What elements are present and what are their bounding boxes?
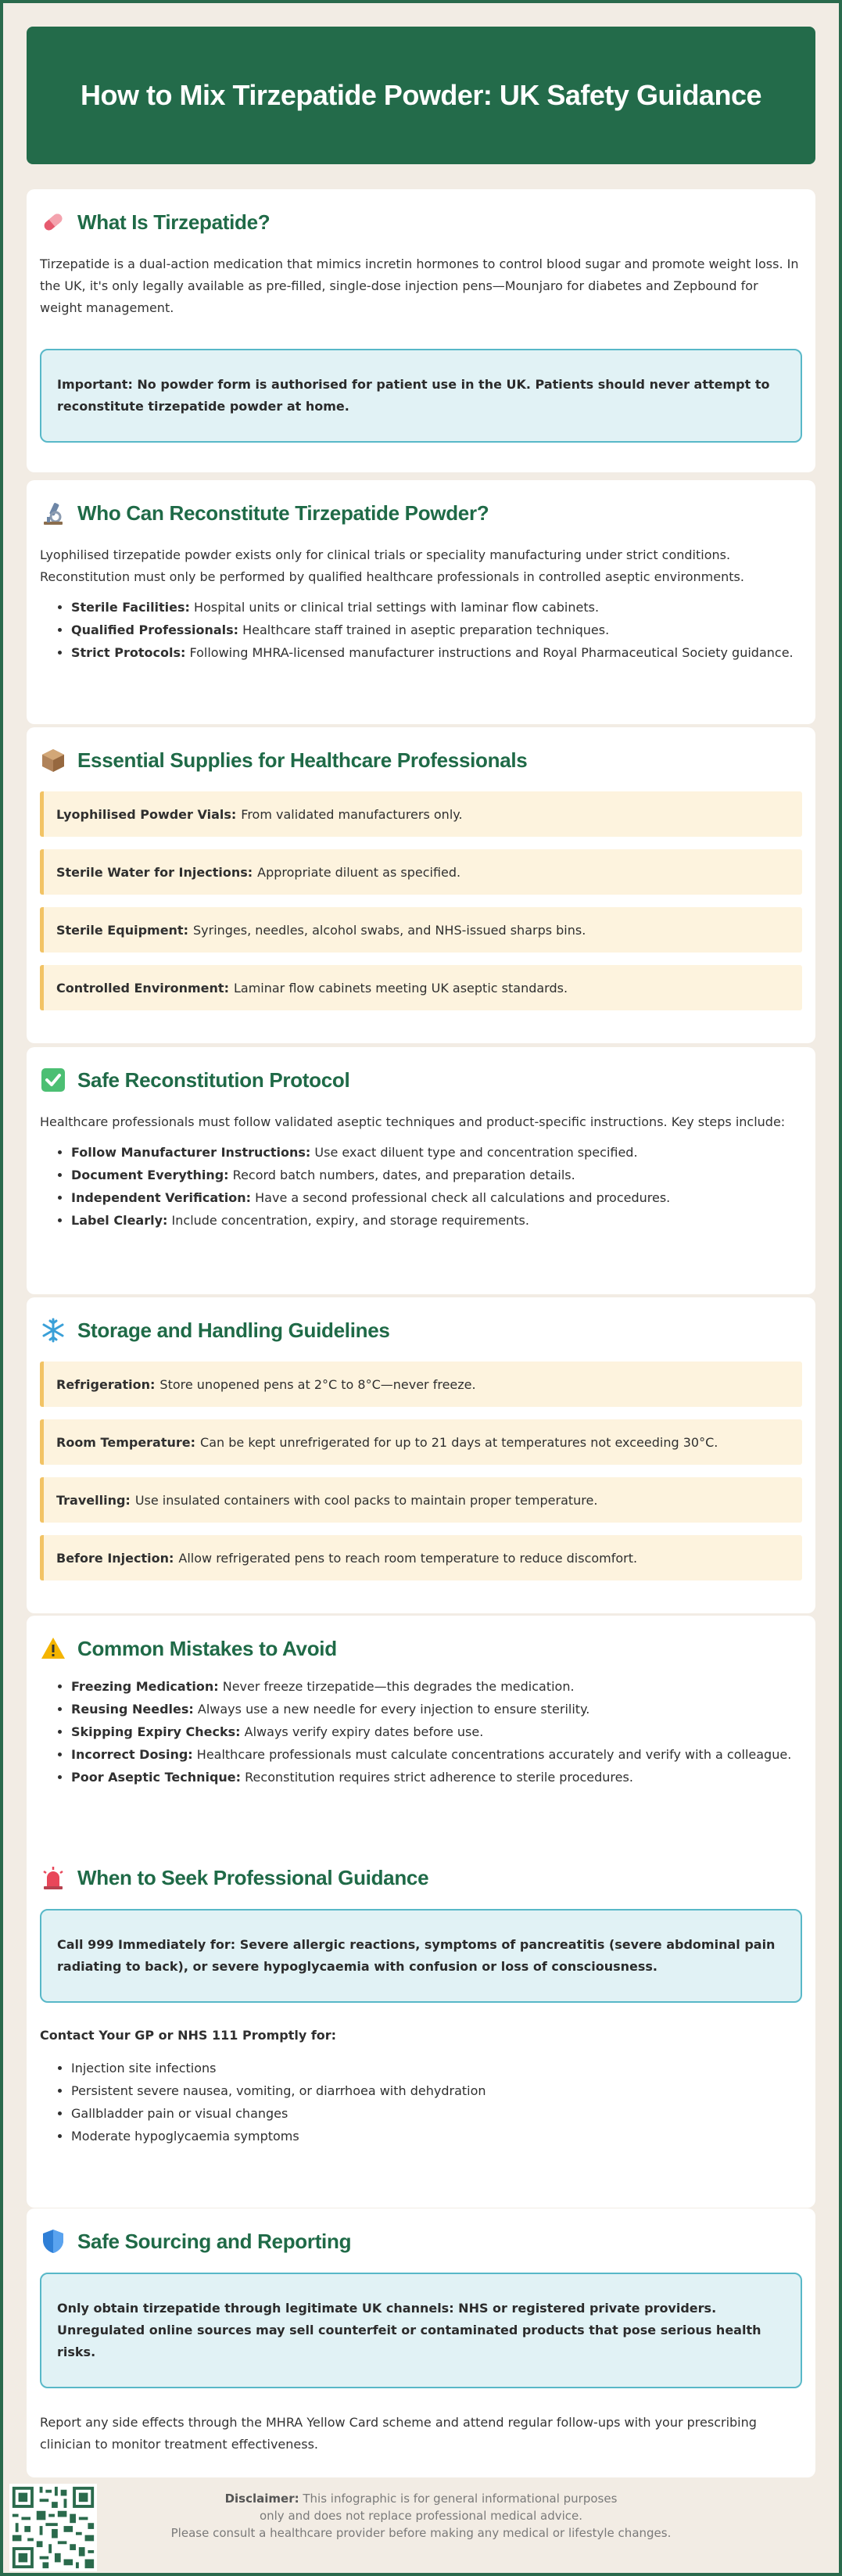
section-body: Lyophilised tirzepatide powder exists only for clinical trials or speciality manufacturing under strict conditions. Reconstitution must only be performed by qualified healthcare professionals in controlled aseptic environments. — [40, 547, 744, 584]
snowflake-icon — [40, 1317, 66, 1344]
section-body: Report any side effects through the MHRA Yellow Card scheme and attend regular follow-ups with your prescribing clinician to monitor treatment effectiveness. — [40, 2415, 757, 2452]
check-icon — [40, 1067, 66, 1093]
important-note: Important: No powder form is authorised for patient use in the UK. Patients should never attempt to reconstitute tirzepatide powder at home. — [40, 349, 802, 443]
section-guidance — [27, 1845, 815, 2208]
list-item: • Incorrect Dosing: Healthcare professionals must calculate concentrations accurately and verify with a colleague. — [71, 1743, 802, 1766]
title-banner — [27, 27, 815, 164]
list-item: • Moderate hypoglycaemia symptoms — [71, 2125, 802, 2147]
list-item: • Label Clearly: Include concentration, expiry, and storage requirements. — [71, 1209, 802, 1232]
gp-subheading: Contact Your GP or NHS 111 Promptly for: — [40, 2028, 337, 2043]
list-item: • Persistent severe nausea, vomiting, or diarrhoea with dehydration — [71, 2079, 802, 2102]
list-item: • Skipping Expiry Checks: Always verify expiry dates before use. — [71, 1720, 802, 1743]
section-sourcing — [27, 2208, 815, 2477]
qr-code[interactable] — [9, 2484, 97, 2571]
footer-disclaimer — [3, 2474, 839, 2568]
storage-item: Refrigeration: Store unopened pens at 2°C to 8°C—never freeze. — [40, 1362, 802, 1407]
disclaimer-line: This infographic is for general informational purposes — [303, 2492, 618, 2506]
list-item: • Freezing Medication: Never freeze tirzepatide—this degrades the medication. — [71, 1675, 802, 1698]
section-header — [40, 2226, 802, 2257]
emergency-note: Call 999 Immediately for: Severe allergic reactions, symptoms of pancreatitis (severe abdominal pain radiating to back), or severe hypoglycaemia with confusion or loss of consciousness. — [40, 1909, 802, 2003]
protocol-steps — [40, 1141, 802, 1232]
section-heading: Safe Reconstitution Protocol — [77, 1067, 350, 1092]
section-heading: Essential Supplies for Healthcare Professionals — [77, 748, 528, 772]
supply-item: Lyophilised Powder Vials: From validated manufacturers only. — [40, 791, 802, 837]
section-body: Tirzepatide is a dual-action medication that mimics incretin hormones to control blood sugar and promote weight loss. In the UK, it's only legally available as pre-filled, single-dose injection pens—Mounjaro for diabetes and Zepbound for weight management. — [40, 257, 799, 315]
section-heading: What Is Tirzepatide? — [77, 210, 271, 234]
mistakes-list — [40, 1675, 802, 1788]
list-item: • Injection site infections — [71, 2057, 802, 2079]
sourcing-note: Only obtain tirzepatide through legitimate UK channels: NHS or registered private providers. Unregulated online sources may sell counterfeit or contaminated products that pose serious health risks. — [40, 2273, 802, 2388]
list-item: • Qualified Professionals: Healthcare staff trained in aseptic preparation techniques. — [71, 619, 802, 641]
alarm-icon — [40, 1864, 66, 1891]
requirements-list — [40, 596, 802, 664]
section-protocol — [27, 1047, 815, 1294]
storage-item: Before Injection: Allow refrigerated pens to reach room temperature to reduce discomfort. — [40, 1535, 802, 1580]
supply-item: Sterile Equipment: Syringes, needles, alcohol swabs, and NHS-issued sharps bins. — [40, 907, 802, 953]
list-item: • Reusing Needles: Always use a new needle for every injection to ensure sterility. — [71, 1698, 802, 1720]
pill-icon — [40, 209, 66, 235]
warning-icon — [40, 1635, 66, 1662]
list-item: • Gallbladder pain or visual changes — [71, 2102, 802, 2125]
section-what — [27, 189, 815, 472]
disclaimer-line: only and does not replace professional medical advice. — [259, 2509, 583, 2523]
section-heading: Common Mistakes to Avoid — [77, 1636, 337, 1660]
list-item: • Strict Protocols: Following MHRA-licensed manufacturer instructions and Royal Pharmaceutical Society guidance. — [71, 641, 802, 664]
list-item: • Follow Manufacturer Instructions: Use exact diluent type and concentration specified. — [71, 1141, 802, 1164]
list-item: • Poor Aseptic Technique: Reconstitution requires strict adherence to sterile procedures. — [71, 1766, 802, 1788]
storage-item: Travelling: Use insulated containers with cool packs to maintain proper temperature. — [40, 1477, 802, 1523]
section-heading: Who Can Reconstitute Tirzepatide Powder? — [77, 500, 489, 525]
list-item: • Sterile Facilities: Hospital units or clinical trial settings with laminar flow cabinets. — [71, 596, 802, 619]
section-header — [40, 1064, 802, 1096]
section-header — [40, 1633, 802, 1664]
section-header — [40, 744, 802, 776]
supply-item: Sterile Water for Injections: Appropriate diluent as specified. — [40, 849, 802, 895]
section-header — [40, 1315, 802, 1346]
section-storage — [27, 1297, 815, 1613]
list-item: • Independent Verification: Have a second professional check all calculations and procedures. — [71, 1186, 802, 1209]
section-header — [40, 497, 802, 529]
package-icon — [40, 747, 66, 773]
section-header — [40, 206, 802, 238]
section-heading: Safe Sourcing and Reporting — [77, 2229, 352, 2253]
section-header — [40, 1862, 802, 1893]
disclaimer-label: Disclaimer: — [224, 2492, 299, 2506]
disclaimer-line: Please consult a healthcare provider before making any medical or lifestyle changes. — [170, 2526, 672, 2540]
shield-icon — [40, 2228, 66, 2255]
section-who — [27, 480, 815, 724]
storage-item: Room Temperature: Can be kept unrefrigerated for up to 21 days at temperatures not exceeding 30°C. — [40, 1419, 802, 1465]
section-body: Healthcare professionals must follow validated aseptic techniques and product-specific instructions. Key steps include: — [40, 1114, 786, 1129]
section-supplies — [27, 727, 815, 1043]
page-title: How to Mix Tirzepatide Powder: UK Safety Guidance — [81, 79, 761, 111]
section-heading: When to Seek Professional Guidance — [77, 1865, 429, 1889]
section-heading: Storage and Handling Guidelines — [77, 1318, 390, 1342]
microscope-icon — [40, 500, 66, 526]
section-mistakes — [27, 1616, 815, 1858]
supply-item: Controlled Environment: Laminar flow cabinets meeting UK aseptic standards. — [40, 965, 802, 1010]
list-item: • Document Everything: Record batch numbers, dates, and preparation details. — [71, 1164, 802, 1186]
gp-list — [40, 2057, 802, 2147]
